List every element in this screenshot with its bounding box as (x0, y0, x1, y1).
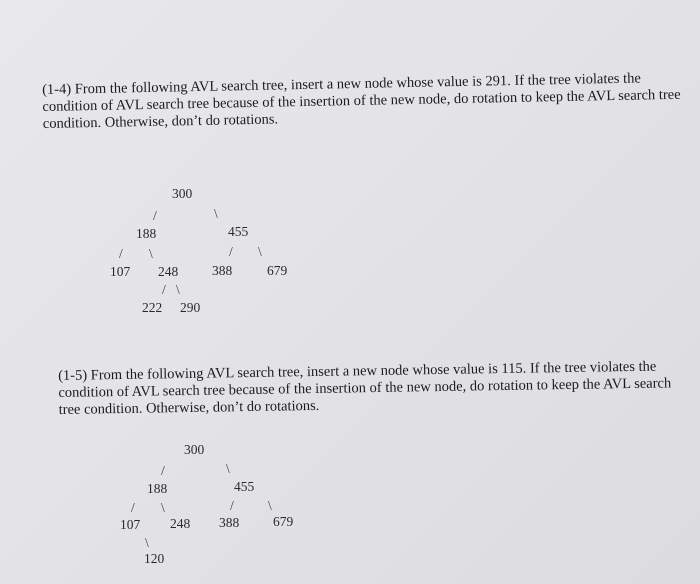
node-root: 300 (172, 186, 193, 201)
edge-right: \ (226, 461, 230, 476)
problem-1-4-text: (1-4) From the following AVL search tree, insert a new node whose value is 291. If the tree violates the condition of AVL search tree because of the insertion of the new node, do rotation to keep the AVL search tree condition. Otherwise, don’t do rotations. (42, 70, 681, 132)
edge-left-left: / (131, 500, 135, 515)
edge-right-right: \ (268, 498, 272, 513)
node-left-left: 107 (110, 264, 131, 279)
node-lr-left: 222 (142, 300, 163, 315)
node-right-left: 388 (212, 263, 233, 278)
node-left-left: 107 (120, 517, 141, 532)
edge-right-left: / (229, 244, 233, 259)
edge-right: \ (214, 206, 218, 221)
edge-lr-left: / (162, 282, 166, 297)
edge-left-left: / (119, 246, 123, 261)
node-left: 188 (147, 481, 168, 496)
edge-left-right: \ (149, 246, 153, 261)
node-right-left: 388 (219, 515, 240, 530)
edge-right-left: / (230, 498, 234, 513)
edge-left: / (153, 208, 157, 223)
edge-ll-right: \ (145, 535, 149, 550)
edge-left-right: \ (161, 500, 165, 515)
node-root: 300 (184, 442, 205, 457)
edge-left: / (161, 463, 165, 478)
node-ll-right: 120 (144, 551, 165, 566)
problem-1-5-text: (1-5) From the following AVL search tree, insert a new node whose value is 115. If the tree violates the condition of AVL search tree because of the insertion of the new node, do rotation to keep the AVL search tree condition. Otherwise, don’t do rotations. (58, 358, 672, 418)
node-right-right: 679 (267, 263, 288, 278)
node-left-right: 248 (158, 264, 179, 279)
node-left-right: 248 (170, 516, 191, 531)
node-right: 455 (228, 224, 249, 239)
edge-right-right: \ (258, 244, 262, 259)
node-right-right: 679 (273, 514, 294, 529)
node-left: 188 (136, 226, 157, 241)
node-lr-right: 290 (180, 300, 201, 315)
edge-lr-right: \ (176, 282, 180, 297)
node-right: 455 (234, 479, 255, 494)
